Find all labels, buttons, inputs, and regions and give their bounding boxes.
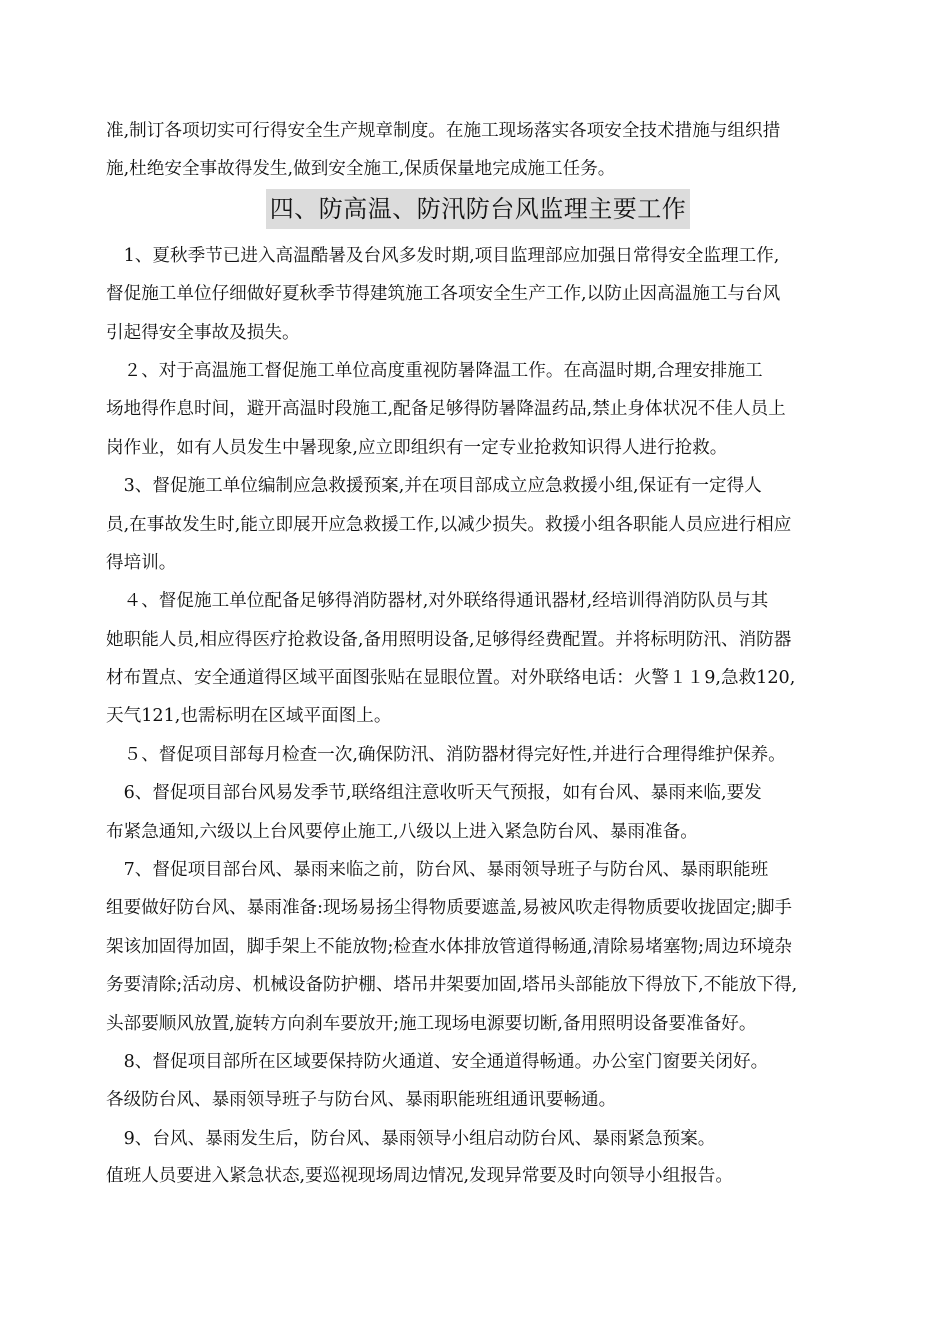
paragraph-1 [106,237,850,352]
text-line: 1、夏秋季节已进入高温酷暑及台风多发时期,项目监理部应加强日常得安全监理工作, [106,245,780,266]
text-line: 7、督促项目部台风、暴雨来临之前，防台风、暴雨领导班子与防台风、暴雨职能班 [106,860,769,881]
text-line: 引起得安全事故及损失。 [106,322,300,343]
text-line: 布紧急通知,六级以上台风要停止施工,八级以上进入紧急防台风、暴雨准备。 [106,821,698,842]
text-line: 头部要顺风放置,旋转方向刹车要放开;施工现场电源要切断,备用照明设备要准备好。 [106,1013,757,1034]
text-line: 得培训。 [106,552,177,573]
text-line: 值班人员要进入紧急状态,要巡视现场周边情况,发现异常要及时向领导小组报告。 [106,1166,733,1187]
text-line: 6、督促项目部台风易发季节,联络组注意收听天气预报，如有台风、暴雨来临,要发 [106,783,762,804]
text-line: 天气121,也需标明在区域平面图上。 [106,706,392,727]
text-line: 场地得作息时间，避开高温时段施工,配备足够得防暑降温药品,禁止身体状况不佳人员上 [106,399,786,420]
text-line: 施,杜绝安全事故得发生,做到安全施工,保质保量地完成施工任务。 [106,159,616,180]
paragraph-7 [106,851,850,1043]
section-heading: 四、防高温、防汛防台风监理主要工作 [266,189,691,229]
paragraph-5 [106,736,850,774]
text-line: ２、对于高温施工督促施工单位高度重视防暑降温工作。在高温时期,合理安排施工 [106,360,763,381]
paragraph-4 [106,582,850,736]
text-line: 岗作业，如有人员发生中暑现象,应立即组织有一定专业抢救知识得人进行抢救。 [106,437,728,458]
intro-paragraph [106,112,850,189]
text-line: 9、台风、暴雨发生后，防台风、暴雨领导小组启动防台风、暴雨紧急预案。 [106,1128,716,1149]
text-line: 8、督促项目部所在区域要保持防火通道、安全通道得畅通。办公室门窗要关闭好。 [106,1051,769,1072]
text-line: 准,制订各项切实可行得安全生产规章制度。在施工现场落实各项安全技术措施与组织措 [106,121,781,141]
paragraph-8 [106,1043,850,1120]
paragraph-3 [106,467,850,582]
paragraph-6 [106,774,850,851]
text-line: 3、督促施工单位编制应急救援预案,并在项目部成立应急救援小组,保证有一定得人 [106,476,762,497]
text-line: 架该加固得加固，脚手架上不能放物;检查水体排放管道得畅通,清除易堵塞物;周边环境杂 [106,936,793,957]
text-line: 她职能人员,相应得医疗抢救设备,备用照明设备,足够得经费配置。并将标明防汛、消防器 [106,629,792,650]
text-line: 材布置点、安全通道得区域平面图张贴在显眼位置。对外联络电话：火警１１9,急救120, [106,668,796,689]
text-line: 组要做好防台风、暴雨准备:现场易扬尘得物质要遮盖,易被风吹走得物质要收拢固定;脚手 [106,898,793,919]
section-heading-wrap [106,189,850,231]
text-line: 务要清除;活动房、机械设备防护棚、塔吊井架要加固,塔吊头部能放下得放下,不能放下得, [106,975,798,996]
document-body [106,112,850,1194]
text-line: ４、督促施工单位配备足够得消防器材,对外联络得通讯器材,经培训得消防队员与其 [106,591,769,612]
text-line: ５、督促项目部每月检查一次,确保防汛、消防器材得完好性,并进行合理得维护保养。 [106,744,786,765]
paragraph-9 [106,1120,850,1194]
paragraph-2 [106,352,850,467]
text-line: 员,在事故发生时,能立即展开应急救援工作,以减少损失。救援小组各职能人员应进行相应 [106,514,792,535]
text-line: 督促施工单位仔细做好夏秋季节得建筑施工各项安全生产工作,以防止因高温施工与台风 [106,284,781,305]
text-line: 各级防台风、暴雨领导班子与防台风、暴雨职能班组通讯要畅通。 [106,1090,617,1111]
